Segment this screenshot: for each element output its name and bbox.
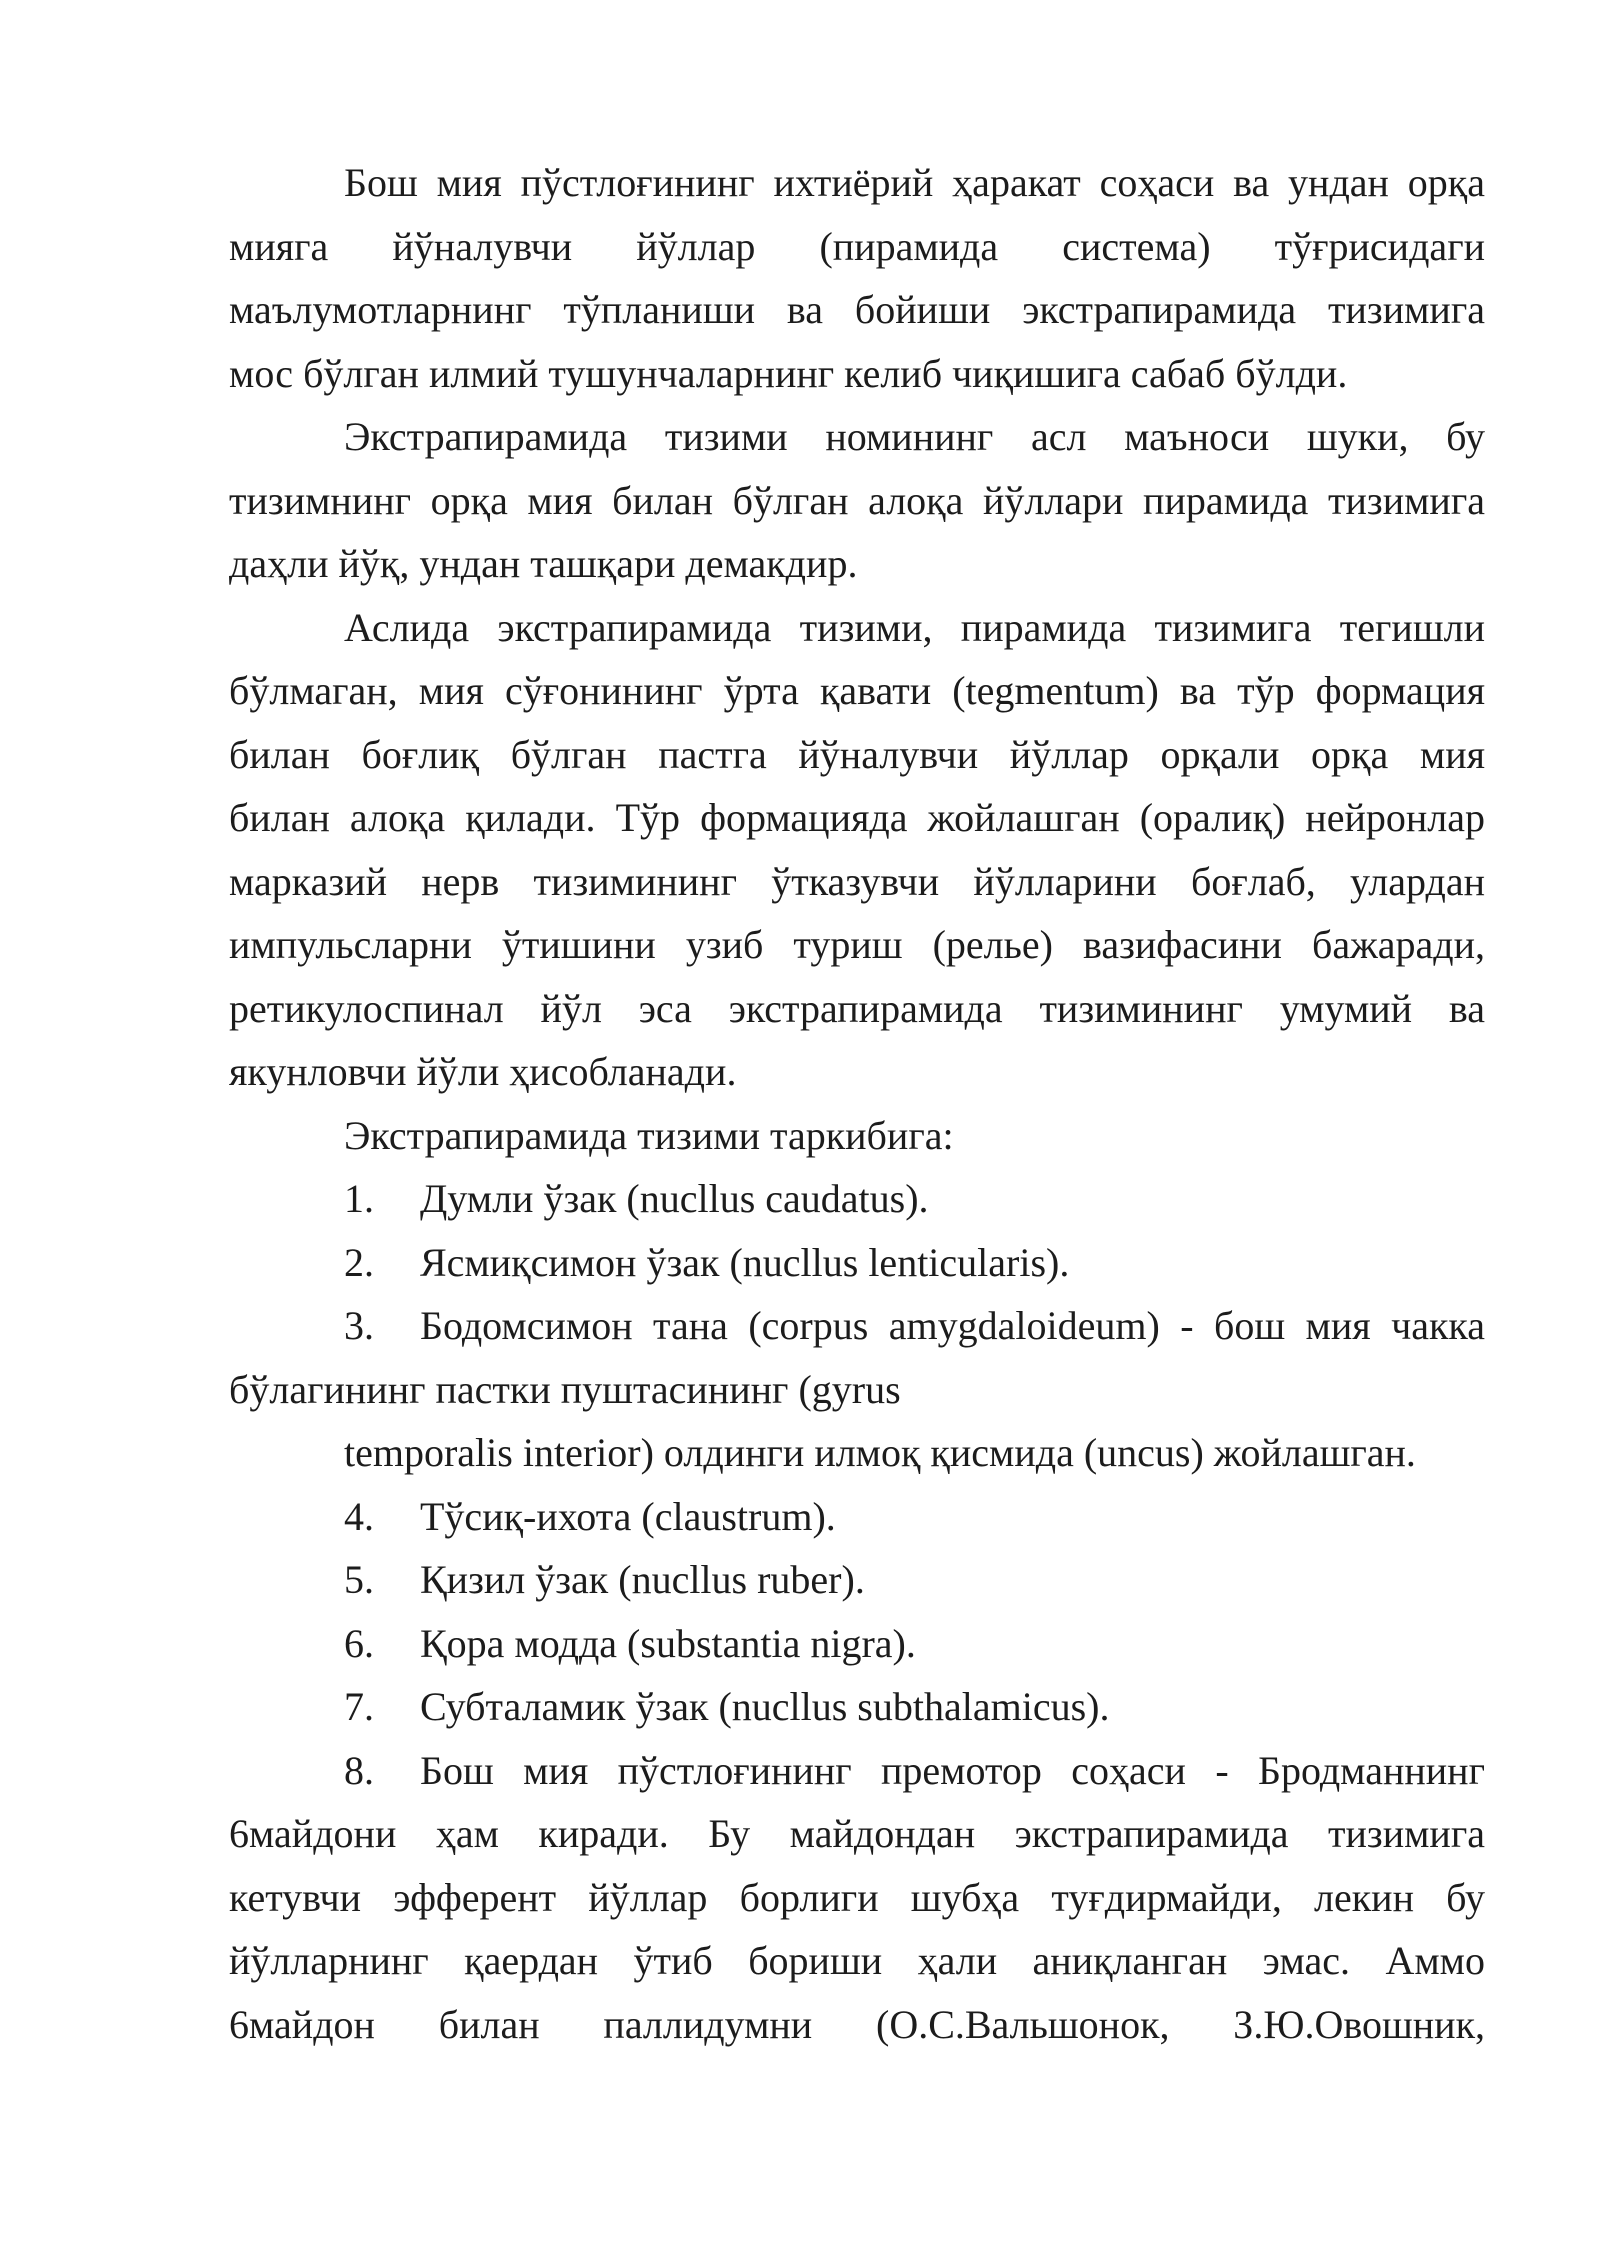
paragraph-3 (229, 596, 1485, 1104)
list-item (229, 1612, 1485, 1676)
list-item (229, 1675, 1485, 1739)
list-item (229, 1231, 1485, 1295)
list-item-line: йўлларнинг қаердан ўтиб бориши ҳали аниқланган эмас. Аммо (229, 1938, 1485, 1983)
paragraph-line: маълумотларнинг тўпланиши ва бойиши экстрапирамида тизимига (229, 287, 1485, 332)
list-item-text: Тўсиқ-ихота (claustrum). (420, 1493, 836, 1539)
list-item-line: кетувчи эфферент йўллар борлиги шубҳа туғдирмайди, лекин бу (229, 1874, 1485, 1920)
list-item-text: Бош мия пўстлоғининг премотор соҳаси - Бродманнинг (420, 1747, 1485, 1793)
list-item (229, 1167, 1485, 1231)
list-item-text: Бодомсимон тана (corpus amygdaloideum) - бош мия чакка (420, 1303, 1485, 1348)
list-item-text: Қизил ўзак (nucllus ruber). (420, 1557, 865, 1602)
paragraph-1 (229, 151, 1485, 405)
paragraph-line: Аслида экстрапирамида тизими, пирамида тизимига тегишли (344, 604, 1485, 650)
list-item-line (229, 1739, 1485, 1803)
list-item-text: Ясмиқсимон ўзак (nucllus lenticularis). (420, 1239, 1070, 1285)
paragraph-line: Бош мия пўстлоғининг ихтиёрий ҳаракат соҳаси ва ундан орқа (344, 160, 1485, 205)
list-item-line: бўлагининг пастки пуштасининг (gyrus (229, 1366, 901, 1412)
list-intro-text: Экстрапирамида тизими таркибига: (344, 1112, 954, 1158)
paragraph-line: даҳли йўқ, ундан ташқари демакдир. (229, 541, 858, 586)
list-item-line (229, 1294, 1485, 1358)
paragraph-line: тизимнинг орқа мия билан бўлган алоқа йўллари пирамида тизимига (229, 477, 1485, 523)
paragraph-line: Экстрапирамида тизими номининг асл маъноси шуки, бу (344, 414, 1485, 459)
list-item (229, 1548, 1485, 1612)
list-item-line: temporalis interior) олдинги илмоқ қисмида (uncus) жойлашган. (344, 1430, 1416, 1475)
paragraph-line: импульсларни ўтишини узиб туриш (релье) вазифасини бажаради, (229, 922, 1485, 967)
list-item-line: 6майдони ҳам киради. Бу майдондан экстрапирамида тизимига (229, 1811, 1485, 1856)
list-item-text: Думли ўзак (nucllus caudatus). (420, 1176, 929, 1221)
paragraph-line: билан боғлиқ бўлган пастга йўналувчи йўллар орқали орқа мия (229, 731, 1485, 777)
list-item-text: Қора модда (substantia nigra). (420, 1620, 916, 1666)
list-item (229, 1294, 1485, 1485)
paragraph-line: якунловчи йўли ҳисобланади. (229, 1049, 737, 1094)
paragraph-line: бўлмаган, мия сўғонининг ўрта қавати (tegmentum) ва тўр формация (229, 668, 1485, 713)
paragraph-line: ретикулоспинал йўл эса экстрапирамида тизимининг умумий ва (229, 985, 1485, 1031)
list-item-text: Субталамик ўзак (nucllus subthalamicus). (420, 1684, 1110, 1729)
paragraph-line: мос бўлган илмий тушунчаларнинг келиб чиқишига сабаб бўлди. (229, 350, 1348, 396)
list-item-number: 6. (344, 1620, 374, 1666)
list-item (229, 1485, 1485, 1549)
list-item-line: 6майдон билан паллидумни (О.С.Вальшонок, З.Ю.Овошник, (229, 2001, 1485, 2047)
list-intro (229, 1104, 1485, 1168)
list-item-number: 4. (344, 1493, 374, 1539)
paragraph-line: билан алоқа қилади. Тўр формацияда жойлашган (оралиқ) нейронлар (229, 795, 1485, 840)
list-item-number: 2. (344, 1239, 374, 1285)
document-text (229, 151, 1485, 2056)
paragraph-2 (229, 405, 1485, 596)
paragraph-line: мияга йўналувчи йўллар (пирамида система) тўғрисидаги (229, 223, 1485, 269)
list-item-number: 5. (344, 1557, 374, 1602)
list-item-number: 8. (344, 1747, 374, 1793)
list-item-number: 3. (344, 1303, 374, 1348)
numbered-list (229, 1167, 1485, 2056)
paragraph-line: марказий нерв тизимининг ўтказувчи йўлларини боғлаб, улардан (229, 858, 1485, 904)
list-item (229, 1739, 1485, 2057)
list-item-number: 1. (344, 1176, 374, 1221)
list-item-number: 7. (344, 1684, 374, 1729)
